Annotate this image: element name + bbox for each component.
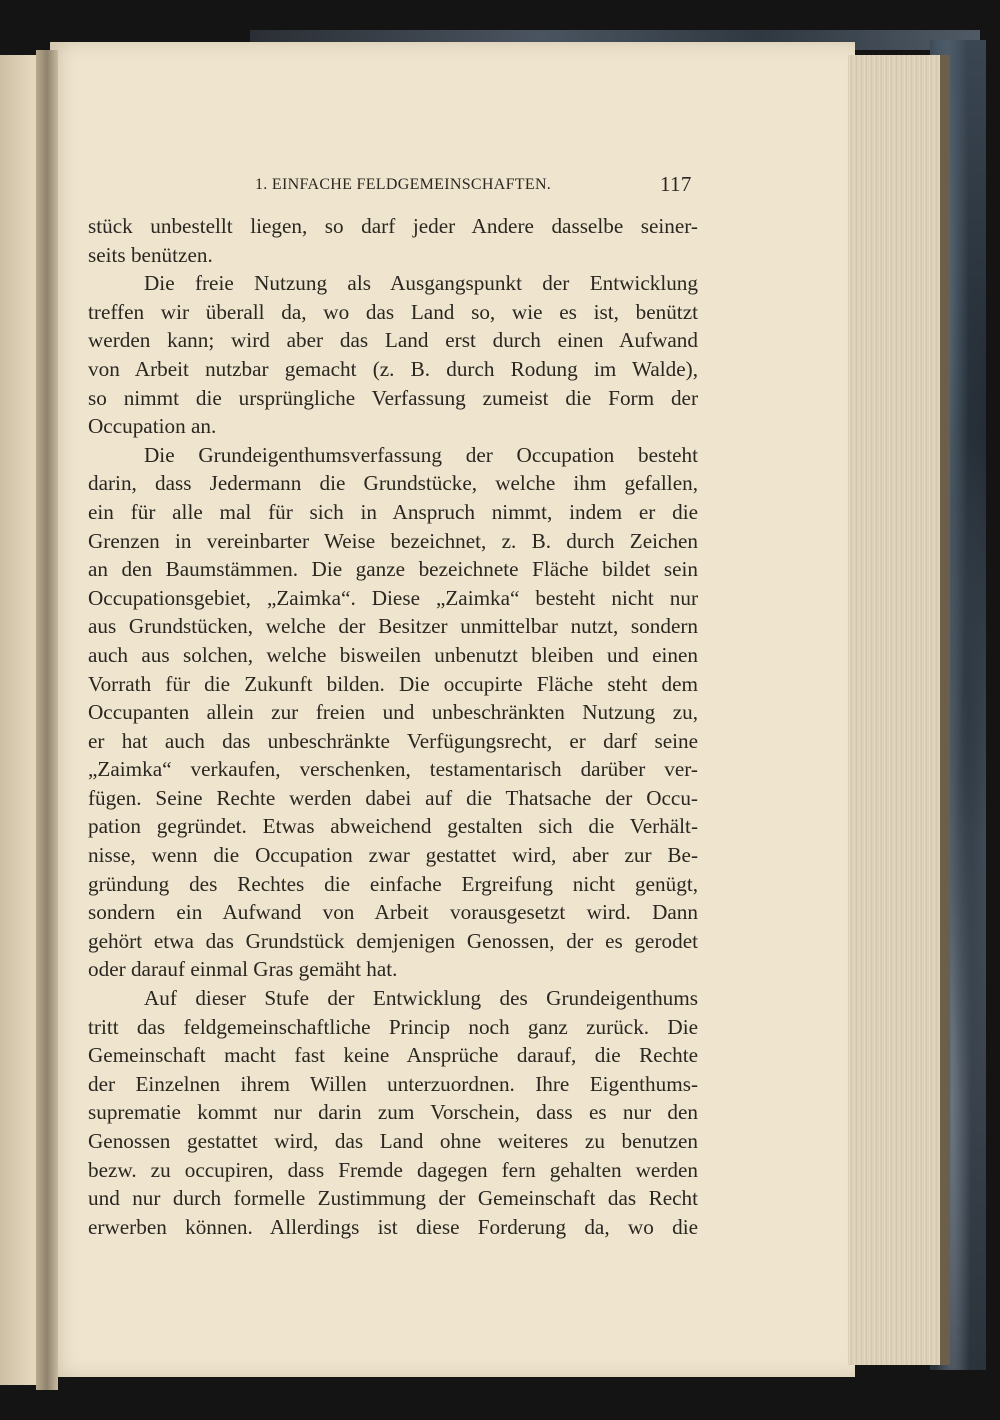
text-line: pation gegründet. Etwas abweichend gestalten sich die Verhält- xyxy=(88,814,698,839)
text-line: gründung des Rechtes die einfache Ergreifung nicht genügt, xyxy=(88,871,698,896)
text-line: Genossen gestattet wird, das Land ohne weiteres zu benutzen xyxy=(88,1129,698,1153)
text-line: fügen. Seine Rechte werden dabei auf die Thatsache der Occu- xyxy=(88,785,698,810)
text-line: tritt das feldgemeinschaftliche Princip noch ganz zurück. Die xyxy=(88,1014,698,1039)
text-line: Occupationsgebiet, „Zaimka“. Diese „Zaimka“ besteht nicht nur xyxy=(88,585,698,610)
text-line: oder darauf einmal Gras gemäht hat. xyxy=(88,957,398,982)
text-line: seits benützen. xyxy=(88,242,213,267)
text-line: Vorrath für die Zukunft bilden. Die occupirte Fläche steht dem xyxy=(88,671,698,696)
text-line: erwerben können. Allerdings ist diese Forderung da, wo die xyxy=(88,1214,698,1239)
text-line: der Einzelnen ihrem Willen unterzuordnen. Ihre Eigenthums- xyxy=(88,1071,698,1096)
book-gutter xyxy=(36,50,58,1390)
text-line: aus Grundstücken, welche der Besitzer unmittelbar nutzt, sondern xyxy=(88,614,698,639)
text-line: stück unbestellt liegen, so darf jeder Andere dasselbe seiner- xyxy=(88,214,698,238)
text-line: gehört etwa das Grundstück demjenigen Genossen, der es gerodet xyxy=(88,928,698,953)
running-head-title: 1. EINFACHE FELDGEMEINSCHAFTEN. xyxy=(255,176,552,193)
text-line: Die Grundeigenthumsverfassung der Occupation besteht xyxy=(144,442,698,467)
text-line: Grenzen in vereinbarter Weise bezeichnet, z. B. durch Zeichen xyxy=(88,528,698,553)
text-line: bezw. zu occupiren, dass Fremde dagegen fern gehalten werden xyxy=(88,1157,698,1182)
body-text xyxy=(88,212,698,1241)
text-line: suprematie kommt nur darin zum Vorschein, dass es nur den xyxy=(88,1100,698,1125)
page-block-edges xyxy=(848,55,948,1365)
page-number: 117 xyxy=(660,172,692,196)
text-line: an den Baumstämmen. Die ganze bezeichnete Fläche bildet sein xyxy=(88,557,698,582)
text-line: ein für alle mal für sich in Anspruch nimmt, indem er die xyxy=(88,499,698,524)
text-line: so nimmt die ursprüngliche Verfassung zumeist die Form der xyxy=(88,385,698,410)
text-line: nisse, wenn die Occupation zwar gestattet wird, aber zur Be- xyxy=(88,843,698,868)
text-line: darin, dass Jedermann die Grundstücke, welche ihm gefallen, xyxy=(88,471,698,496)
text-line: Occupanten allein zur freien und unbeschränkten Nutzung zu, xyxy=(88,700,698,725)
text-line: und nur durch formelle Zustimmung der Gemeinschaft das Recht xyxy=(88,1186,698,1211)
page-block-shadow xyxy=(940,55,950,1365)
text-line: Occupation an. xyxy=(88,414,217,439)
text-line: von Arbeit nutzbar gemacht (z. B. durch Rodung im Walde), xyxy=(88,356,698,381)
text-line: Auf dieser Stufe der Entwicklung des Grundeigenthums xyxy=(144,986,698,1011)
text-line: er hat auch das unbeschränkte Verfügungsrecht, er darf seine xyxy=(88,728,698,753)
text-line: Die freie Nutzung als Ausgangspunkt der Entwicklung xyxy=(144,271,698,296)
text-line: Gemeinschaft macht fast keine Ansprüche darauf, die Rechte xyxy=(88,1043,698,1068)
text-line: werden kann; wird aber das Land erst durch einen Aufwand xyxy=(88,328,698,353)
text-line: „Zaimka“ verkaufen, verschenken, testamentarisch darüber ver- xyxy=(88,757,698,782)
text-line: treffen wir überall da, wo das Land so, wie es ist, benützt xyxy=(88,299,698,324)
text-line: sondern ein Aufwand von Arbeit vorausgesetzt wird. Dann xyxy=(88,900,698,925)
text-line: auch aus solchen, welche bisweilen unbenutzt bleiben und einen xyxy=(88,642,698,667)
